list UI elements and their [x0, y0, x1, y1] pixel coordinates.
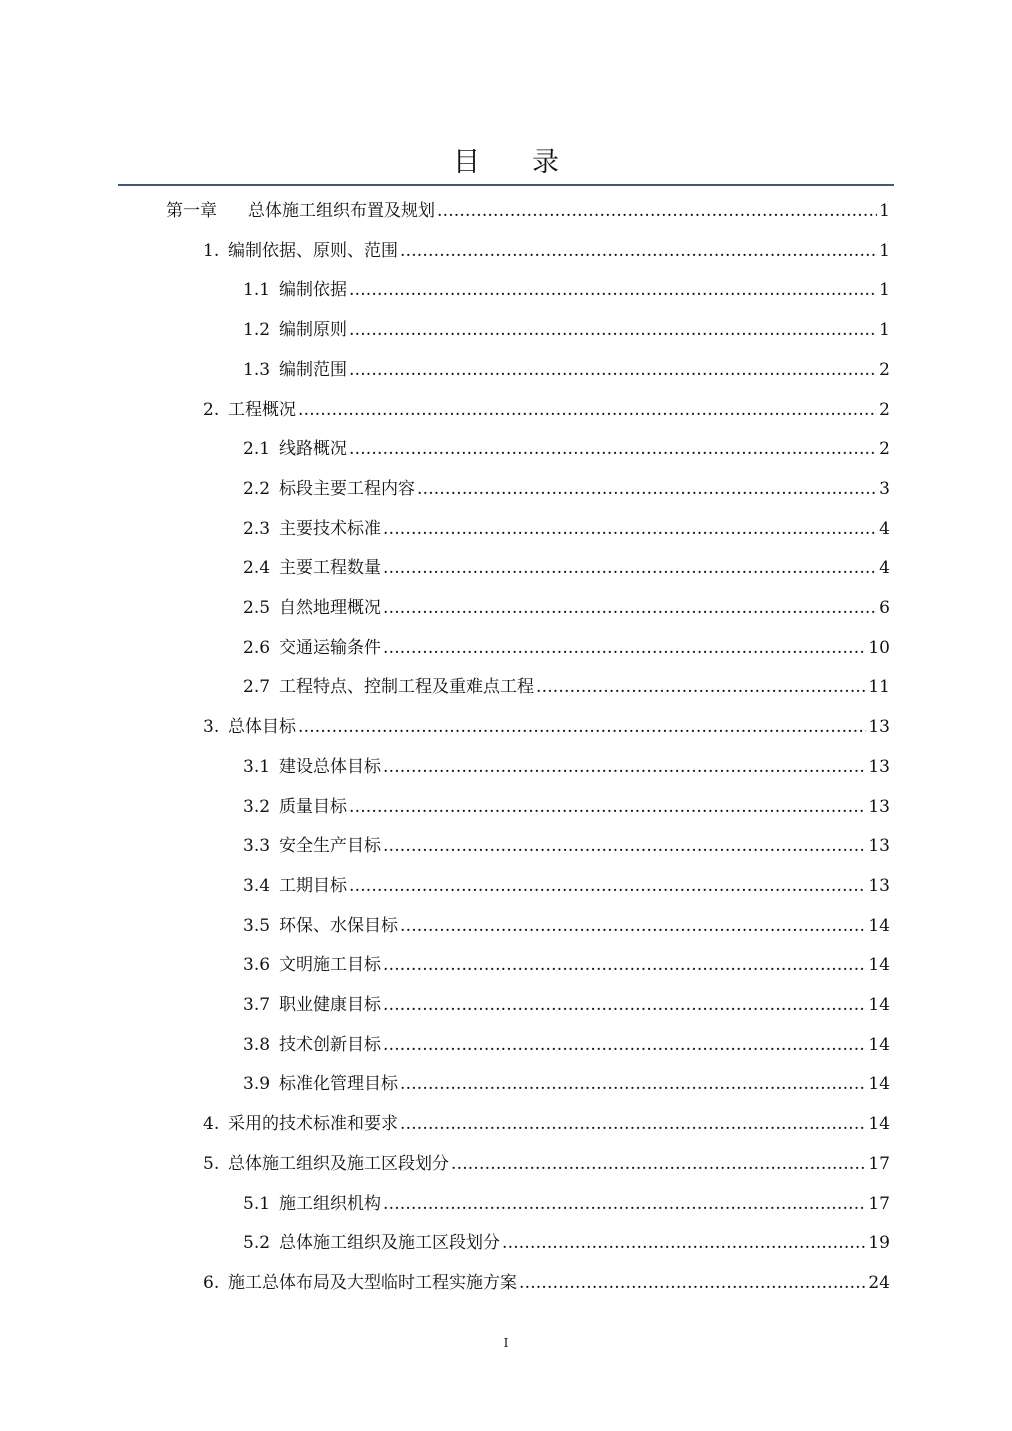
- toc-entry-number: 5.2: [243, 1233, 271, 1254]
- toc-entry-number: 第一章: [166, 201, 217, 221]
- toc-leader-dots: [349, 438, 877, 460]
- toc-entry-page: 13: [868, 756, 890, 777]
- toc-leader-dots: [383, 994, 866, 1016]
- toc-leader-dots: [349, 279, 877, 301]
- toc-entry-number: 3.1: [243, 756, 271, 777]
- toc-entry-page: 3: [879, 478, 890, 499]
- toc-entry-label: 编制依据: [279, 280, 347, 301]
- toc-entry[interactable]: [203, 1145, 890, 1175]
- toc-entry-label: 编制范围: [279, 359, 347, 380]
- toc-leader-dots: [349, 875, 866, 897]
- toc-entry[interactable]: [243, 986, 890, 1016]
- toc-entry-number: 1.1: [243, 280, 271, 301]
- toc-entry-page: 2: [879, 359, 890, 380]
- page-number-footer: I: [503, 1336, 509, 1350]
- toc-entry-page: 13: [868, 875, 890, 896]
- toc-entry-number: 5.1: [243, 1193, 271, 1214]
- toc-entry[interactable]: [243, 549, 890, 579]
- toc-entry-page: 11: [868, 677, 890, 698]
- toc-entry-label: 总体施工组织及施工区段划分: [279, 1233, 500, 1254]
- toc-entry[interactable]: [243, 589, 890, 619]
- toc-entry-number: 2.6: [243, 637, 271, 658]
- toc-entry[interactable]: [166, 192, 890, 222]
- toc-entry-label: 环保、水保目标: [279, 915, 398, 936]
- toc-leader-dots: [400, 1113, 866, 1135]
- toc-entry[interactable]: [243, 1224, 890, 1254]
- toc-entry-number: 1.: [203, 240, 220, 261]
- toc-leader-dots: [400, 1073, 866, 1095]
- toc-entry[interactable]: [243, 748, 890, 778]
- toc-entry[interactable]: [243, 867, 890, 897]
- toc-entry-page: 4: [879, 518, 890, 539]
- toc-entry-page: 14: [868, 955, 890, 976]
- toc-entry[interactable]: [203, 1264, 890, 1294]
- toc-leader-dots: [451, 1153, 866, 1175]
- toc-entry[interactable]: [243, 1026, 890, 1056]
- toc-entry[interactable]: [243, 668, 890, 698]
- toc-entry[interactable]: [243, 1065, 890, 1095]
- toc-entry[interactable]: [243, 827, 890, 857]
- toc-entry[interactable]: [243, 510, 890, 540]
- toc-entry-page: 13: [868, 717, 890, 738]
- toc-leader-dots: [383, 557, 877, 579]
- toc-entry-number: 2.7: [243, 677, 271, 698]
- toc-entry-number: 3.: [203, 717, 220, 738]
- toc-entry-page: 19: [868, 1233, 890, 1254]
- toc-entry-number: 2.2: [243, 478, 271, 499]
- toc-entry-label: 标准化管理目标: [279, 1074, 398, 1095]
- toc-entry-number: 3.4: [243, 875, 271, 896]
- toc-leader-dots: [400, 915, 866, 937]
- toc-entry-label: 采用的技术标准和要求: [228, 1114, 398, 1135]
- toc-entry-page: 13: [868, 796, 890, 817]
- toc-entry-number: 6.: [203, 1272, 220, 1293]
- toc-entry-page: 14: [868, 1034, 890, 1055]
- toc-entry[interactable]: [243, 430, 890, 460]
- toc-entry-label: 职业健康目标: [279, 995, 381, 1015]
- toc-entry-label: 施工组织机构: [279, 1193, 381, 1214]
- toc-entry-number: 3.2: [243, 796, 271, 817]
- toc-leader-dots: [400, 240, 877, 262]
- toc-entry-label: 总体施工组织及施工区段划分: [228, 1153, 449, 1174]
- toc-leader-dots: [349, 796, 866, 818]
- toc-entry-number: 3.6: [243, 955, 271, 976]
- toc-entry-label: 文明施工目标: [279, 955, 381, 976]
- toc-entry-label: 质量目标: [279, 796, 347, 817]
- toc-leader-dots: [437, 200, 877, 222]
- toc-entry[interactable]: [243, 351, 890, 381]
- toc-entry[interactable]: [203, 391, 890, 421]
- toc-entry-number: 1.3: [243, 359, 271, 380]
- toc-entry-page: 14: [868, 1114, 890, 1135]
- toc-leader-dots: [519, 1272, 866, 1294]
- toc-entry-label: 建设总体目标: [279, 756, 381, 777]
- toc-entry-number: 2.3: [243, 518, 271, 539]
- toc-entry-number: 1.2: [243, 320, 271, 341]
- toc-leader-dots: [536, 676, 866, 698]
- toc-entry-label: 工期目标: [279, 875, 347, 896]
- toc-entry-page: 14: [868, 1074, 890, 1095]
- toc-entry-page: 24: [868, 1272, 890, 1293]
- toc-entry-label: 编制依据、原则、范围: [228, 240, 398, 261]
- toc-entry-number: 3.7: [243, 995, 271, 1015]
- toc-entry[interactable]: [243, 311, 890, 341]
- toc-entry-label: 总体目标: [228, 717, 296, 738]
- toc-entry-number: 2.: [203, 399, 220, 420]
- toc-title: [0, 140, 1012, 179]
- toc-entry-label: 工程特点、控制工程及重难点工程: [279, 677, 534, 698]
- toc-entry-number: 5.: [203, 1153, 220, 1174]
- toc-entry-page: 2: [879, 399, 890, 420]
- toc-entry[interactable]: [243, 907, 890, 937]
- toc-leader-dots: [383, 518, 877, 540]
- toc-entry[interactable]: [243, 271, 890, 301]
- toc-title-char-2: 录: [532, 147, 559, 178]
- toc-entry[interactable]: [243, 470, 890, 500]
- toc-leader-dots: [502, 1232, 866, 1254]
- toc-entry-number: 3.3: [243, 836, 271, 857]
- toc-entry-label: 编制原则: [279, 320, 347, 341]
- toc-leader-dots: [383, 1193, 866, 1215]
- toc-entry[interactable]: [203, 232, 890, 262]
- toc-entry-page: 1: [879, 240, 890, 261]
- toc-entry-label: 自然地理概况: [279, 598, 381, 618]
- toc-entry-page: 1: [879, 320, 890, 341]
- toc-entry-page: 6: [879, 598, 890, 618]
- toc-entry-page: 1: [879, 201, 890, 221]
- toc-leader-dots: [383, 756, 866, 778]
- toc-leader-dots: [383, 835, 866, 857]
- toc-entry-page: 1: [879, 280, 890, 301]
- toc-title-char-1: 目: [453, 147, 480, 178]
- toc-entry-number: 3.5: [243, 915, 271, 936]
- toc-entry-label: 线路概况: [279, 439, 347, 460]
- toc-leader-dots: [417, 478, 877, 500]
- toc-entry-number: 4.: [203, 1114, 220, 1135]
- toc-entry-page: 17: [868, 1193, 890, 1214]
- toc-entry-page: 13: [868, 836, 890, 857]
- toc-entry-page: 14: [868, 915, 890, 936]
- toc-leader-dots: [383, 597, 877, 619]
- toc-entry-page: 2: [879, 439, 890, 460]
- toc-entry[interactable]: [203, 1105, 890, 1135]
- toc-entry-number: 2.5: [243, 598, 271, 618]
- toc-entry-page: 14: [868, 995, 890, 1015]
- toc-leader-dots: [349, 359, 877, 381]
- toc-entry[interactable]: [243, 1185, 890, 1215]
- toc-leader-dots: [349, 319, 877, 341]
- toc-entry-label: 标段主要工程内容: [279, 478, 415, 499]
- toc-entry[interactable]: [203, 708, 890, 738]
- toc-entry-number: 3.8: [243, 1034, 271, 1055]
- toc-entry-label: 技术创新目标: [279, 1034, 381, 1055]
- toc-leader-dots: [383, 1034, 866, 1056]
- toc-entry-label: 安全生产目标: [279, 836, 381, 857]
- toc-entry-label: 总体施工组织布置及规划: [248, 201, 435, 221]
- toc-entry[interactable]: [243, 629, 890, 659]
- toc-leader-dots: [298, 716, 866, 738]
- toc-entry-label: 交通运输条件: [279, 637, 381, 658]
- toc-entry-label: 施工总体布局及大型临时工程实施方案: [228, 1272, 517, 1293]
- toc-entry[interactable]: [243, 946, 890, 976]
- toc-leader-dots: [298, 399, 877, 421]
- toc-entry-label: 主要工程数量: [279, 558, 381, 579]
- toc-leader-dots: [383, 954, 866, 976]
- toc-entry-number: 2.4: [243, 558, 271, 579]
- toc-leader-dots: [383, 637, 866, 659]
- title-divider: [118, 184, 894, 186]
- toc-entry-label: 主要技术标准: [279, 518, 381, 539]
- toc-entry-page: 10: [868, 637, 890, 658]
- toc-entry-number: 2.1: [243, 439, 271, 460]
- toc-entry-label: 工程概况: [228, 399, 296, 420]
- toc-entry-page: 17: [868, 1153, 890, 1174]
- toc-entry[interactable]: [243, 788, 890, 818]
- toc-entry-page: 4: [879, 558, 890, 579]
- toc-entry-number: 3.9: [243, 1074, 271, 1095]
